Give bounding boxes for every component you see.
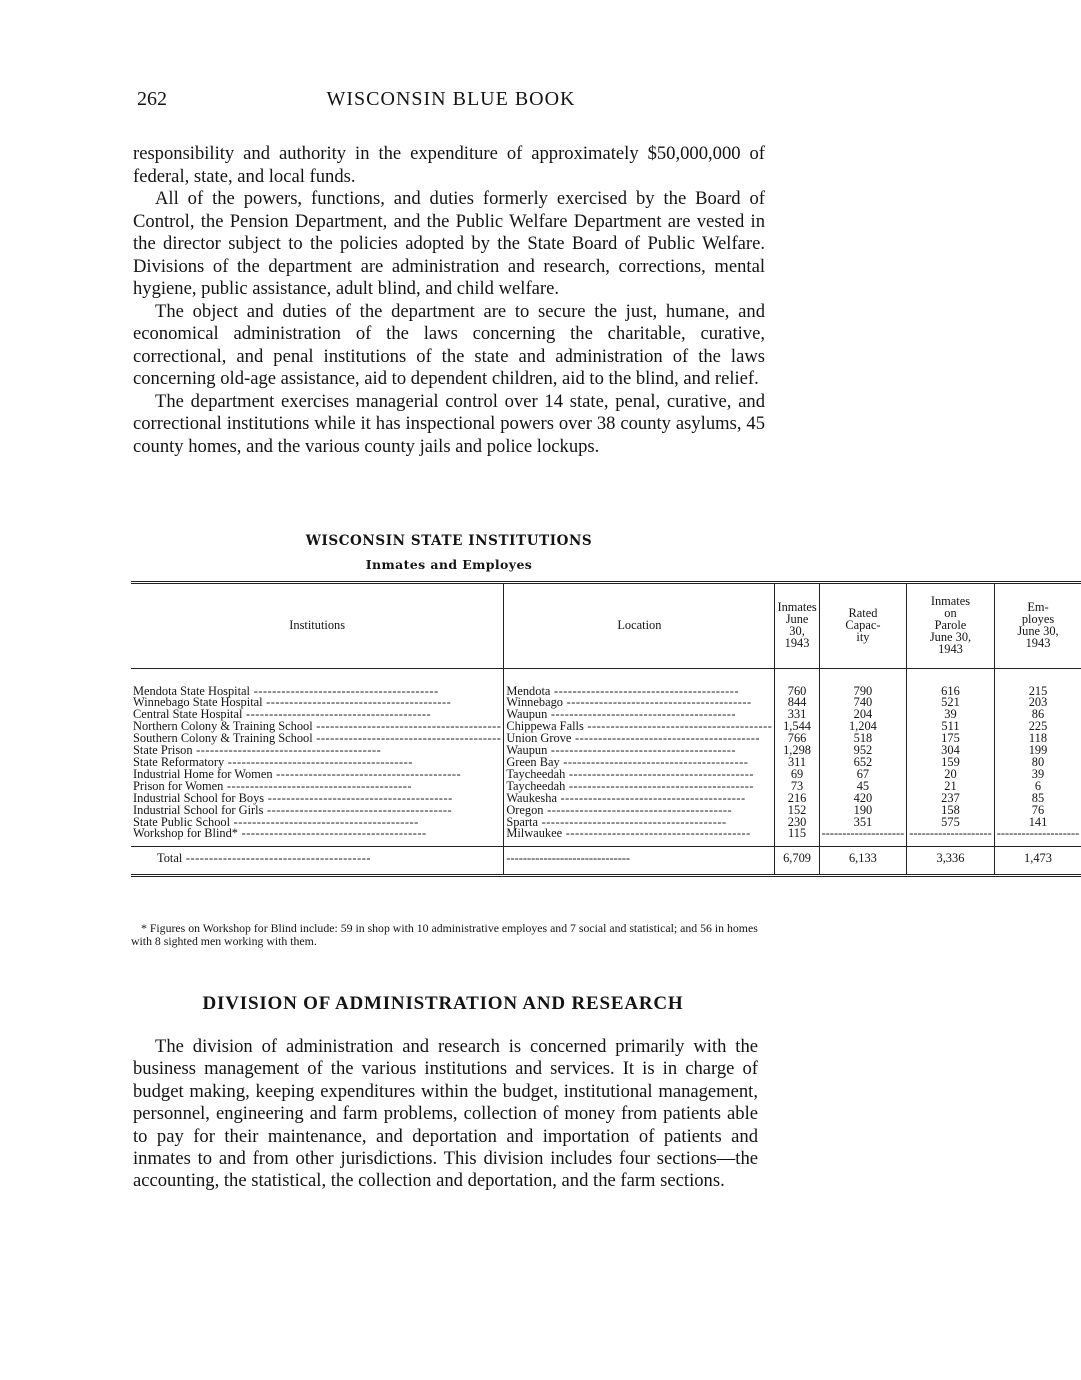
- table-title: WISCONSIN STATE INSTITUTIONS: [305, 533, 593, 549]
- total-label: Total: [157, 851, 183, 866]
- table-row: [131, 828, 1081, 846]
- cell-employes: 215: [994, 668, 1081, 697]
- cell-capacity: 67: [819, 769, 907, 781]
- cell-inmates: 1,544: [775, 721, 819, 733]
- cell-capacity: 740: [819, 697, 907, 709]
- cell-parole: 175: [907, 733, 995, 745]
- page-number: 262: [137, 88, 167, 110]
- cell-inmates: 844: [775, 697, 819, 709]
- total-label-cell: [131, 847, 504, 876]
- cell-institution: Industrial School for Girls -----: [131, 805, 504, 817]
- cell-employes: 86: [994, 709, 1081, 721]
- cell-inmates: 152: [775, 805, 819, 817]
- cell-location: Union Grove -----: [504, 733, 775, 745]
- header-institutions: Institutions: [289, 617, 346, 632]
- cell-capacity: 1,204: [819, 721, 907, 733]
- header-parole: Inmates on Parole June 30, 1943: [907, 583, 995, 669]
- cell-capacity: 518: [819, 733, 907, 745]
- cell-location: Taycheedah -----: [504, 769, 775, 781]
- cell-employes: 6: [994, 781, 1081, 793]
- cell-capacity: 204: [819, 709, 907, 721]
- cell-parole: 159: [907, 757, 995, 769]
- cell-capacity: 420: [819, 793, 907, 805]
- intro-text: [133, 143, 765, 458]
- cell-institution: Prison for Women -----: [131, 781, 504, 793]
- cell-location: Taycheedah -----: [504, 781, 775, 793]
- cell-location: Sparta -----: [504, 817, 775, 829]
- header-employes: Em- ployes June 30, 1943: [994, 583, 1081, 669]
- cell-institution: Industrial Home for Women -----: [131, 769, 504, 781]
- cell-parole: 158: [907, 805, 995, 817]
- intro-paragraph: All of the powers, functions, and duties formerly exercised by the Board of Control, the Pension Department, and the Public Welfare Department are vested in the director subject to the policies adopted by the State Board of Public Welfare. Divisions of the department are administration and research, corrections, mental hygiene, public assistance, adult blind, and child welfare.: [133, 188, 765, 299]
- cell-inmates: 760: [775, 668, 819, 697]
- cell-institution: Mendota State Hospital -----: [131, 668, 504, 697]
- header-inmates: Inmates June 30, 1943: [775, 583, 819, 669]
- intro-paragraph: The object and duties of the department are to secure the just, humane, and economical administration of the laws concerning the charitable, curative, correctional, and penal institutions of the state and administration of the laws concerning old-age assistance, aid to dependent children, aid to the blind, and relief.: [133, 300, 765, 389]
- cell-location: Waukesha -----: [504, 793, 775, 805]
- table-footnote: [131, 922, 761, 948]
- cell-employes: 76: [994, 805, 1081, 817]
- cell-location: Milwaukee -----: [504, 828, 775, 846]
- cell-employes: 141: [994, 817, 1081, 829]
- table-row: [131, 668, 1081, 697]
- section-text: [133, 1036, 758, 1193]
- cell-employes: --------------------: [994, 828, 1081, 846]
- running-title: WISCONSIN BLUE BOOK: [326, 88, 576, 110]
- cell-inmates: 766: [775, 733, 819, 745]
- cell-parole: 616: [907, 668, 995, 697]
- cell-inmates: 311: [775, 757, 819, 769]
- intro-paragraph: responsibility and authority in the expenditure of approximately $50,000,000 of federal, state, and local funds.: [133, 143, 765, 187]
- total-employes: 1,473: [994, 847, 1081, 876]
- cell-employes: 225: [994, 721, 1081, 733]
- cell-location: Mendota -----: [504, 668, 775, 697]
- cell-parole: 39: [907, 709, 995, 721]
- cell-capacity: 652: [819, 757, 907, 769]
- total-parole: 3,336: [907, 847, 995, 876]
- cell-capacity: 351: [819, 817, 907, 829]
- cell-employes: 39: [994, 769, 1081, 781]
- cell-parole: 21: [907, 781, 995, 793]
- total-capacity: 6,133: [819, 847, 907, 876]
- cell-institution: State Prison -----: [131, 745, 504, 757]
- cell-inmates: 73: [775, 781, 819, 793]
- cell-institution: State Public School -----: [131, 817, 504, 829]
- cell-location: Waupun -----: [504, 745, 775, 757]
- cell-employes: 118: [994, 733, 1081, 745]
- table-header-row: [131, 583, 1081, 669]
- cell-capacity: 190: [819, 805, 907, 817]
- institutions-table: [131, 581, 1081, 877]
- cell-location: Waupun -----: [504, 709, 775, 721]
- cell-inmates: 115: [775, 828, 819, 846]
- cell-inmates: 1,298: [775, 745, 819, 757]
- total-location-cell: ------------------------------: [504, 847, 775, 876]
- section-paragraph: The division of administration and research is concerned primarily with the business management of the various institutions and services. It is in charge of budget making, keeping expenditures within the budget, institutional management, personnel, engineering and farm problems, collection of money from patients able to pay for their maintenance, and deportation and importation of patients and inmates to and from other jurisdictions. This division includes four sections—the accounting, the statistical, the collection and deportation, and the farm sections.: [133, 1036, 758, 1192]
- cell-parole: --------------------: [907, 828, 995, 846]
- header-capacity: Rated Capac- ity: [819, 583, 907, 669]
- page-header: [137, 88, 765, 118]
- total-row: [131, 847, 1081, 876]
- table-body: [131, 668, 1081, 847]
- cell-capacity: 952: [819, 745, 907, 757]
- cell-institution: Central State Hospital -----: [131, 709, 504, 721]
- cell-parole: 304: [907, 745, 995, 757]
- cell-employes: 80: [994, 757, 1081, 769]
- cell-institution: Southern Colony & Training School -----: [131, 733, 504, 745]
- cell-capacity: 45: [819, 781, 907, 793]
- cell-institution: State Reformatory -----: [131, 757, 504, 769]
- cell-institution: Winnebago State Hospital -----: [131, 697, 504, 709]
- cell-parole: 237: [907, 793, 995, 805]
- cell-location: Winnebago -----: [504, 697, 775, 709]
- cell-institution: Workshop for Blind* -----: [131, 828, 504, 846]
- cell-parole: 521: [907, 697, 995, 709]
- cell-parole: 511: [907, 721, 995, 733]
- cell-capacity: --------------------: [819, 828, 907, 846]
- cell-parole: 20: [907, 769, 995, 781]
- total-inmates: 6,709: [775, 847, 819, 876]
- header-location: Location: [504, 583, 775, 669]
- cell-parole: 575: [907, 817, 995, 829]
- cell-inmates: 216: [775, 793, 819, 805]
- cell-location: Chippewa Falls -----: [504, 721, 775, 733]
- cell-location: Green Bay -----: [504, 757, 775, 769]
- cell-inmates: 230: [775, 817, 819, 829]
- cell-inmates: 331: [775, 709, 819, 721]
- cell-employes: 199: [994, 745, 1081, 757]
- cell-location: Oregon -----: [504, 805, 775, 817]
- cell-inmates: 69: [775, 769, 819, 781]
- footnote-text: * Figures on Workshop for Blind include: 59 in shop with 10 administrative employes and 7 social and statistical; and 56 in homes with 8 sighted men working with them.: [131, 921, 758, 948]
- section-heading: DIVISION OF ADMINISTRATION AND RESEARCH: [202, 993, 684, 1014]
- cell-employes: 85: [994, 793, 1081, 805]
- cell-employes: 203: [994, 697, 1081, 709]
- table-subtitle: Inmates and Employes: [365, 557, 533, 572]
- intro-paragraph: The department exercises managerial control over 14 state, penal, curative, and correctional institutions while it has inspectional powers over 38 county asylums, 45 county homes, and the various county jails and police lockups.: [133, 390, 765, 457]
- cell-capacity: 790: [819, 668, 907, 697]
- cell-institution: Industrial School for Boys -----: [131, 793, 504, 805]
- cell-institution: Northern Colony & Training School -----: [131, 721, 504, 733]
